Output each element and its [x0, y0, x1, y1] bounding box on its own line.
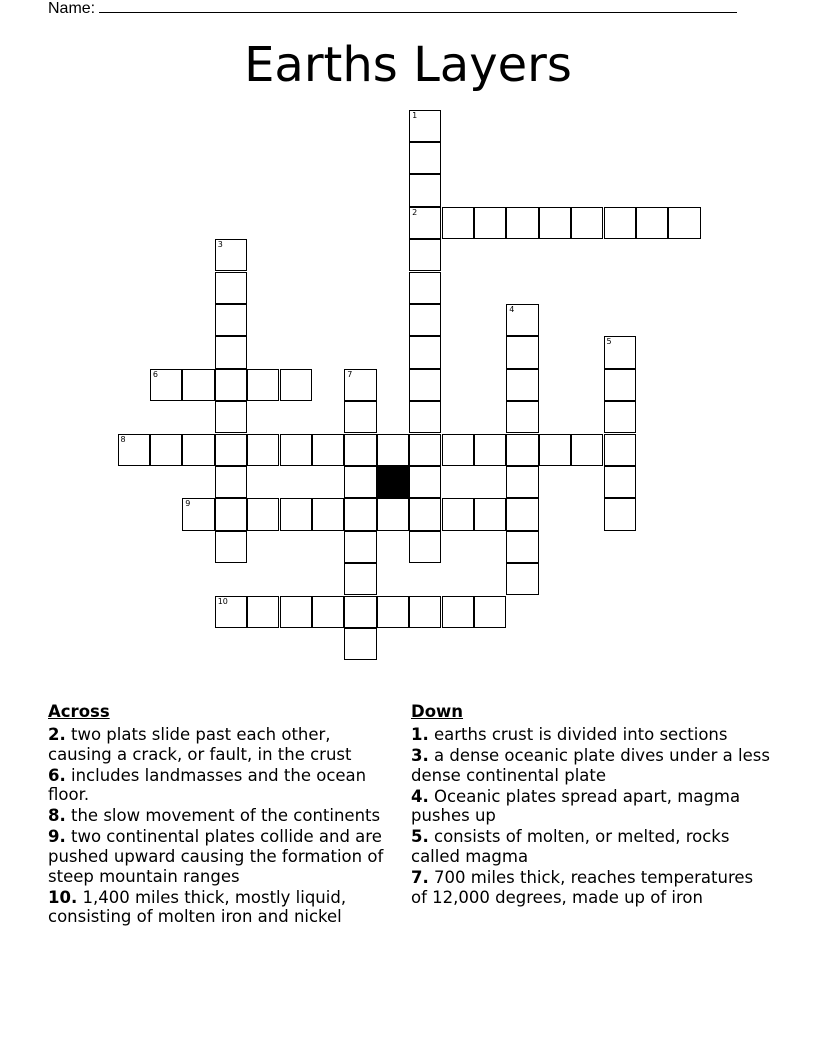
cell-number: 2: [412, 207, 418, 217]
cell-number: 8: [120, 434, 126, 444]
grid-cell[interactable]: [409, 434, 441, 466]
grid-cell[interactable]: [474, 207, 506, 239]
grid-cell[interactable]: [506, 466, 538, 498]
grid-cell[interactable]: [506, 336, 538, 368]
grid-cell[interactable]: [377, 434, 409, 466]
clue-across-10: [48, 888, 393, 927]
clue-down-4: [411, 787, 771, 826]
grid-cell[interactable]: [182, 498, 214, 530]
grid-cell[interactable]: [344, 563, 376, 595]
grid-cell[interactable]: [604, 336, 636, 368]
down-clues: [411, 702, 771, 909]
down-clue-list: [411, 725, 771, 907]
grid-cell[interactable]: [636, 207, 668, 239]
grid-cell[interactable]: [604, 466, 636, 498]
clue-text: includes landmasses and the ocean floor.: [48, 765, 367, 805]
cell-number: 9: [185, 499, 191, 509]
grid-cell[interactable]: [247, 498, 279, 530]
grid-cell[interactable]: [506, 304, 538, 336]
grid-cell[interactable]: [474, 596, 506, 628]
grid-cell[interactable]: [409, 498, 441, 530]
grid-cell[interactable]: [215, 239, 247, 271]
clue-number: 10.: [48, 887, 78, 907]
grid-cell[interactable]: [442, 596, 474, 628]
down-heading: Down: [411, 702, 464, 721]
grid-cell[interactable]: [506, 369, 538, 401]
grid-cell[interactable]: [247, 434, 279, 466]
grid-cell[interactable]: [150, 434, 182, 466]
grid-cell[interactable]: [604, 401, 636, 433]
clue-text: earths crust is divided into sections: [434, 725, 728, 744]
black-square: [377, 466, 409, 498]
grid-cell[interactable]: [474, 498, 506, 530]
clue-across-8: [48, 806, 393, 826]
clue-text: a dense oceanic plate dives under a less dense continental plate: [411, 746, 770, 785]
grid-cell[interactable]: [344, 369, 376, 401]
grid-cell[interactable]: [409, 466, 441, 498]
grid-cell[interactable]: [668, 207, 700, 239]
grid-cell[interactable]: [215, 531, 247, 563]
clue-number: 8.: [48, 806, 66, 826]
grid-cell[interactable]: [409, 401, 441, 433]
clue-number: 5.: [411, 827, 429, 847]
grid-cell[interactable]: [409, 174, 441, 206]
cell-number: 7: [347, 369, 353, 379]
clue-text: two continental plates collide and are pushed upward causing the formation of steep mountain ranges: [48, 827, 384, 886]
grid-cell[interactable]: [409, 336, 441, 368]
grid-cell[interactable]: [506, 434, 538, 466]
name-label: Name:: [48, 0, 96, 17]
grid-cell[interactable]: [312, 434, 344, 466]
grid-cell[interactable]: [604, 434, 636, 466]
grid-cell[interactable]: [344, 531, 376, 563]
grid-cell[interactable]: [150, 369, 182, 401]
grid-cell[interactable]: [280, 596, 312, 628]
clue-number: 1.: [411, 725, 429, 744]
grid-cell[interactable]: [377, 498, 409, 530]
clue-number: 3.: [411, 746, 429, 766]
clue-across-2: [48, 725, 393, 764]
grid-cell[interactable]: [604, 498, 636, 530]
grid-cell[interactable]: [539, 207, 571, 239]
grid-cell[interactable]: [442, 498, 474, 530]
grid-cell[interactable]: [118, 434, 150, 466]
grid-cell[interactable]: [409, 272, 441, 304]
grid-cell[interactable]: [506, 207, 538, 239]
grid-cell[interactable]: [280, 369, 312, 401]
grid-cell[interactable]: [344, 401, 376, 433]
clue-number: 4.: [411, 786, 429, 806]
grid-cell[interactable]: [442, 434, 474, 466]
grid-cell[interactable]: [280, 434, 312, 466]
grid-cell[interactable]: [409, 369, 441, 401]
cell-number: 5: [606, 337, 612, 347]
clue-text: the slow movement of the continents: [71, 806, 381, 826]
grid-cell[interactable]: [344, 466, 376, 498]
grid-cell[interactable]: [215, 369, 247, 401]
clue-text: 700 miles thick, reaches temperatures of 12,000 degrees, made up of iron: [411, 868, 754, 907]
grid-cell[interactable]: [215, 466, 247, 498]
grid-cell[interactable]: [247, 596, 279, 628]
grid-cell[interactable]: [506, 531, 538, 563]
grid-cell[interactable]: [344, 498, 376, 530]
grid-cell[interactable]: [506, 498, 538, 530]
grid-cell[interactable]: [442, 207, 474, 239]
grid-cell[interactable]: [344, 628, 376, 660]
grid-cell[interactable]: [409, 596, 441, 628]
grid-cell[interactable]: [409, 142, 441, 174]
grid-cell[interactable]: [344, 596, 376, 628]
clue-number: 2.: [48, 725, 66, 744]
grid-cell[interactable]: [409, 207, 441, 239]
grid-cell[interactable]: [409, 531, 441, 563]
grid-cell[interactable]: [604, 369, 636, 401]
clue-number: 9.: [48, 827, 66, 847]
grid-cell[interactable]: [506, 563, 538, 595]
grid-cell[interactable]: [571, 207, 603, 239]
clue-text: two plats slide past each other, causing a crack, or fault, in the crust: [48, 725, 352, 764]
grid-cell[interactable]: [409, 110, 441, 142]
grid-cell[interactable]: [215, 304, 247, 336]
clue-down-5: [411, 827, 771, 866]
grid-cell[interactable]: [215, 596, 247, 628]
clue-across-6: [48, 766, 393, 805]
clue-down-3: [411, 746, 771, 785]
grid-cell[interactable]: [409, 304, 441, 336]
grid-cell[interactable]: [182, 434, 214, 466]
clue-down-1: [411, 725, 771, 745]
grid-cell[interactable]: [215, 434, 247, 466]
cell-number: 10: [217, 596, 228, 606]
clue-number: 7.: [411, 868, 429, 888]
across-clue-list: [48, 725, 393, 927]
grid-cell[interactable]: [539, 434, 571, 466]
grid-cell[interactable]: [312, 596, 344, 628]
cell-number: 3: [217, 240, 223, 250]
grid-cell[interactable]: [215, 336, 247, 368]
grid-cell[interactable]: [280, 498, 312, 530]
grid-cell[interactable]: [215, 401, 247, 433]
grid-cell[interactable]: [215, 498, 247, 530]
cell-number: 4: [509, 304, 515, 314]
clue-text: consists of molten, or melted, rocks called magma: [411, 827, 730, 867]
clue-number: 6.: [48, 765, 66, 785]
grid-cell[interactable]: [377, 596, 409, 628]
grid-cell[interactable]: [409, 239, 441, 271]
across-heading: Across: [48, 702, 110, 721]
clue-text: 1,400 miles thick, mostly liquid, consisting of molten iron and nickel: [48, 887, 347, 927]
grid-cell[interactable]: [604, 207, 636, 239]
grid-cell[interactable]: [312, 498, 344, 530]
grid-cell[interactable]: [247, 369, 279, 401]
grid-cell[interactable]: [474, 434, 506, 466]
grid-cell[interactable]: [215, 272, 247, 304]
cell-number: 6: [152, 369, 158, 379]
grid-cell[interactable]: [506, 401, 538, 433]
grid-cell[interactable]: [344, 434, 376, 466]
cell-number: 1: [412, 110, 418, 120]
across-clues: [48, 702, 393, 928]
clue-down-7: [411, 868, 771, 907]
clue-text: Oceanic plates spread apart, magma pushes up: [411, 786, 741, 826]
grid-cell[interactable]: [571, 434, 603, 466]
grid-cell[interactable]: [182, 369, 214, 401]
clue-across-9: [48, 827, 393, 886]
page-title: Earths Layers: [244, 37, 572, 93]
